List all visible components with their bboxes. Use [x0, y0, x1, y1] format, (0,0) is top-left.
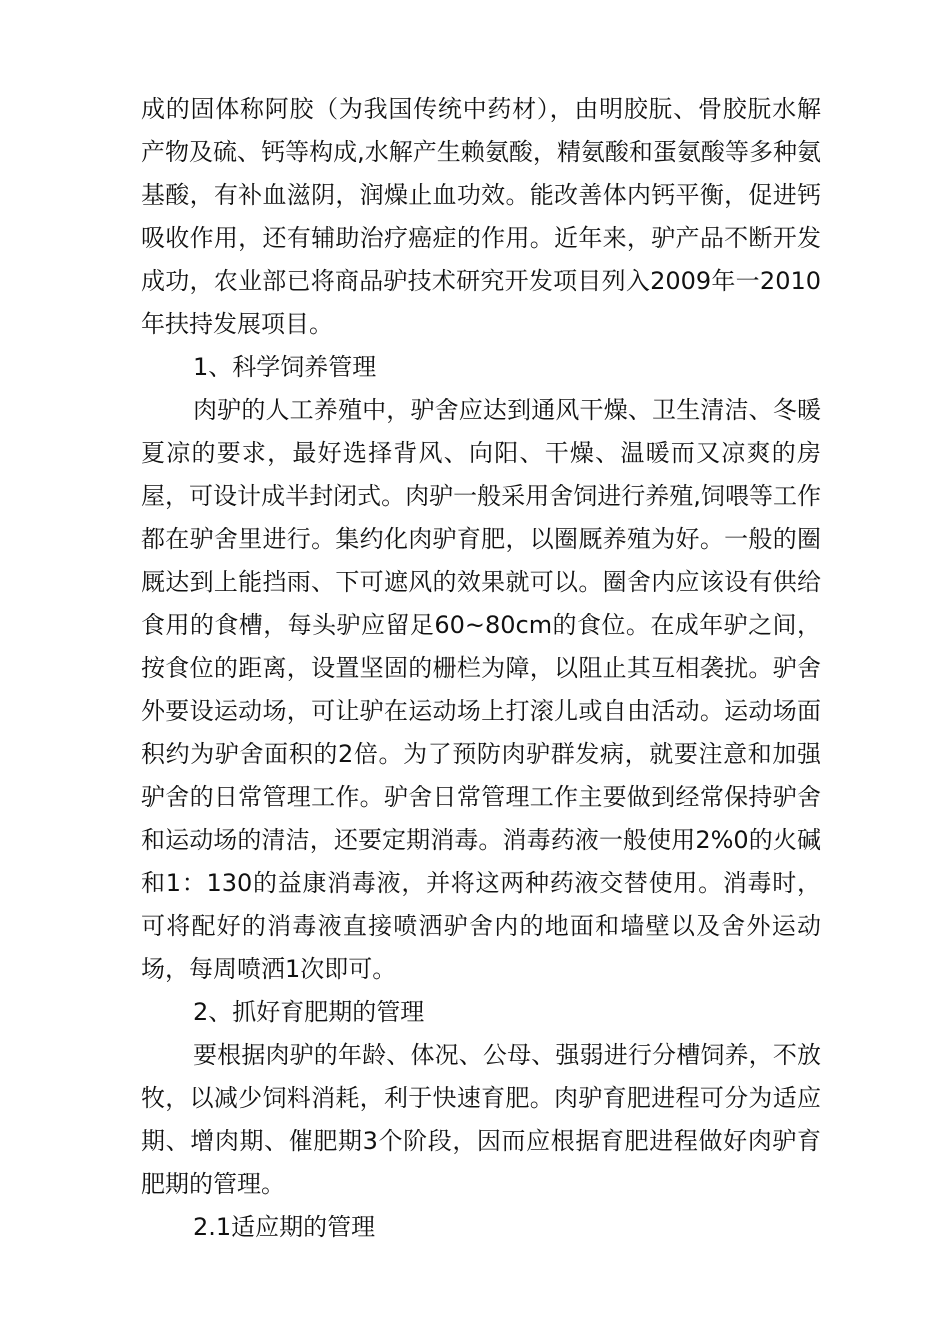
section-heading-feeding-management: 1、科学饲养管理 — [193, 353, 377, 381]
intro-paragraph: 成的固体称阿胶（为我国传统中药材），由明胶朊、骨胶朊水解产物及硫、钙等构成,水解产生赖氨酸，精氨酸和蛋氨酸等多种氨基酸，有补血滋阴，润燥止血功效。能改善体内钙平衡，促进钙吸收作用，还有辅助治疗癌症的作用。近年来，驴产品不断开发成功，农业部已将商品驴技术研究开发项目列入2009年一2010年扶持发展项目。 — [141, 95, 821, 338]
subsection-heading-adaptation-period: 2.1适应期的管理 — [193, 1213, 376, 1241]
section-heading-fattening-period: 2、抓好育肥期的管理 — [193, 998, 425, 1026]
fattening-period-paragraph: 要根据肉驴的年龄、体况、公母、强弱进行分槽饲养，不放牧，以减少饲料消耗，利于快速育肥。肉驴育肥进程可分为适应期、增肉期、催肥期3个阶段，因而应根据育肥进程做好肉驴育肥期的管理。 — [141, 1041, 821, 1198]
feeding-management-paragraph: 肉驴的人工养殖中，驴舍应达到通风干燥、卫生清洁、冬暖夏凉的要求，最好选择背风、向阳、干燥、温暖而又凉爽的房屋，可设计成半封闭式。肉驴一般采用舍饲进行养殖,饲喂等工作都在驴舍里进行。集约化肉驴育肥，以圈厩养殖为好。一般的圈厩达到上能挡雨、下可遮风的效果就可以。圈舍内应该设有供给食用的食槽，每头驴应留足60~80cm的食位。在成年驴之间，按食位的距离，设置坚固的栅栏为障，以阻止其互相袭扰。驴舍外要设运动场，可让驴在运动场上打滚儿或自由活动。运动场面积约为驴舍面积的2倍。为了预防肉驴群发病，就要注意和加强驴舍的日常管理工作。驴舍日常管理工作主要做到经常保持驴舍和运动场的清洁，还要定期消毒。消毒药液一般使用2%0的火碱和1：130的益康消毒液，并将这两种药液交替使用。消毒时，可将配好的消毒液直接喷洒驴舍内的地面和墙壁以及舍外运动场，每周喷洒1次即可。 — [141, 396, 821, 983]
document-page — [141, 88, 821, 1249]
